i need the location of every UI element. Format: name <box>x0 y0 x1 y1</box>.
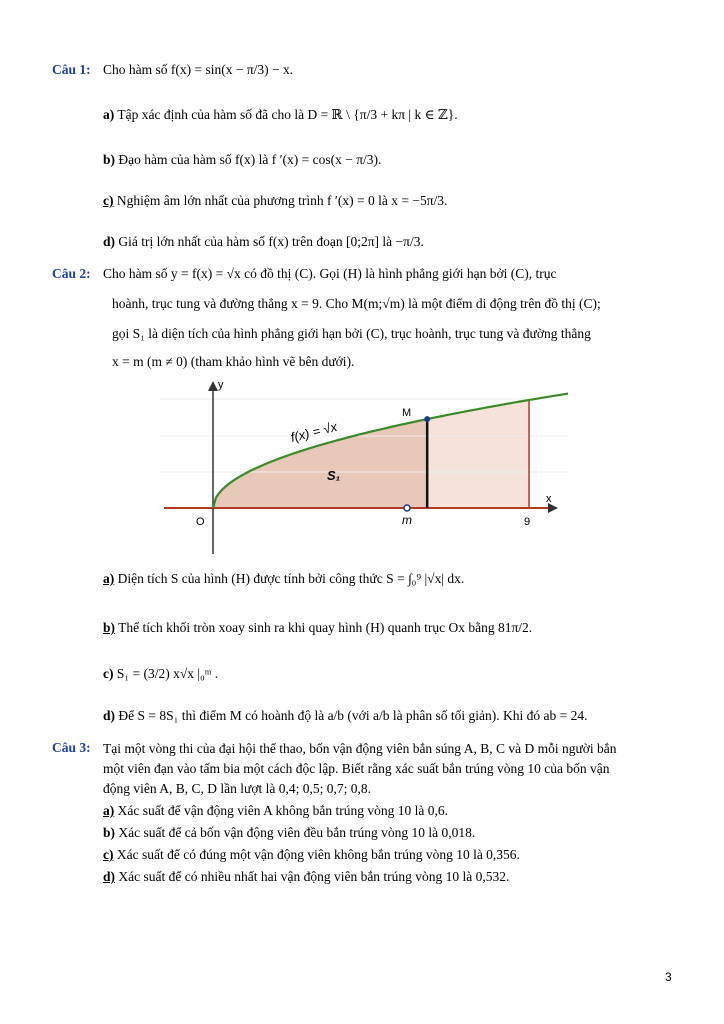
q1-c-text: Nghiệm âm lớn nhất của phương trình f ′(x) = 0 là x = −5π/3. <box>116 193 448 208</box>
M-label: M <box>402 407 412 419</box>
q2-option-c <box>103 666 218 682</box>
function-label: f(x) = √x <box>289 418 339 445</box>
s1-label: S₁ <box>327 468 341 483</box>
q1-d-text: Giá trị lớn nhất của hàm số f(x) trên đoạn [0;2π] là −π/3. <box>118 234 424 249</box>
q2-stem-line-1: Cho hàm số y = f(x) = √x có đồ thị (C). Gọi (H) là hình phẳng giới hạn bởi (C), trục <box>103 266 557 281</box>
q3-b-text: Xác suất để cả bốn vận động viên đều bắn trúng vòng 10 là 0,018. <box>118 825 476 840</box>
q3-option-b <box>103 823 475 843</box>
page-number: 3 <box>665 970 672 984</box>
q3-d-text: Xác suất để có nhiều nhất hai vận động viên bắn trúng vòng 10 là 0,532. <box>118 869 510 884</box>
q1-d-tag: d) <box>103 234 116 249</box>
q1-c-tag: c) <box>103 193 114 208</box>
q3-label: Câu 3: <box>52 740 91 755</box>
q2-a-text: Diện tích S của hình (H) được tính bởi công thức S = ∫₀⁹ |√x| dx. <box>117 571 465 586</box>
q1-stem: Cho hàm số f(x) = sin(x − π/3) − x. <box>103 62 294 77</box>
q2-stem-line-4: x = m (m ≠ 0) (tham khảo hình vẽ bên dưới). <box>112 354 355 369</box>
q3-a-tag: a) <box>103 803 115 818</box>
q2-a-tag: a) <box>103 571 115 586</box>
q1-a-text: Tập xác định của hàm số đã cho là D = ℝ \ {π/3 + kπ | k ∈ ℤ}. <box>117 107 458 122</box>
q2-d-text: Để S = 8S₁ thì điểm M có hoành độ là a/b (với a/b là phân số tối giản). Khi đó ab = 24. <box>118 708 588 723</box>
point-m <box>404 505 410 511</box>
q1-option-c <box>103 193 447 209</box>
sqrt-area-graph <box>160 376 568 556</box>
q3-stem-line-1: Tại một vòng thi của đại hội thể thao, bốn vận động viên bắn súng A, B, C và D mỗi người bắn <box>103 741 617 756</box>
q2-option-b <box>103 620 532 636</box>
q2-c-tag: c) <box>103 666 114 681</box>
y-axis-arrow <box>208 381 218 391</box>
y-label: y <box>218 379 224 391</box>
q3-option-a <box>103 801 448 821</box>
q1-option-d <box>103 234 424 250</box>
q2-option-d <box>103 708 588 724</box>
q2-stem-line-2: hoành, trục tung và đường thẳng x = 9. Cho M(m;√m) là một điểm di động trên đồ thị (C); <box>112 296 601 311</box>
q3-c-text: Xác suất để có đúng một vận động viên không bắn trúng vòng 10 là 0,356. <box>116 847 520 862</box>
q1-option-a <box>103 107 458 123</box>
q3-option-d <box>103 867 509 887</box>
q2-b-text: Thể tích khối tròn xoay sinh ra khi quay hình (H) quanh trục Ox bằng 81π/2. <box>118 620 533 635</box>
q3-c-tag: c) <box>103 847 114 862</box>
x-label: x <box>546 493 552 505</box>
q3-a-text: Xác suất để vận động viên A không bắn trúng vòng 10 là 0,6. <box>117 803 448 818</box>
q2-c-text: S₁ = (3/2) x√x |₀ᵐ . <box>116 666 219 681</box>
q3-stem-line-2: một viên đạn vào tấm bia một cách độc lập. Biết rằng xác suất bắn trúng vòng 10 của bốn vận <box>103 761 610 776</box>
q1-b-tag: b) <box>103 152 116 167</box>
q3-option-c <box>103 845 520 865</box>
point-M <box>424 416 430 422</box>
q1-option-b <box>103 152 381 168</box>
q3-b-tag: b) <box>103 825 116 840</box>
q2-stem-line-3: gọi S₁ là diện tích của hình phẳng giới hạn bởi (C), trục hoành, trục tung và đường thẳng <box>112 326 591 341</box>
q2-option-a <box>103 571 464 587</box>
m-label: m <box>402 513 412 527</box>
q1-label: Câu 1: <box>52 62 91 77</box>
q1-a-tag: a) <box>103 107 115 122</box>
q2-label: Câu 2: <box>52 266 91 281</box>
q1-b-text: Đạo hàm của hàm số f(x) là f ′(x) = cos(x − π/3). <box>118 152 382 167</box>
q2-d-tag: d) <box>103 708 116 723</box>
q3-d-tag: d) <box>103 869 116 884</box>
q2-b-tag: b) <box>103 620 116 635</box>
origin-label: O <box>196 516 205 528</box>
q3-stem-line-3: động viên A, B, C, D lần lượt là 0,4; 0,5; 0,7; 0,8. <box>103 781 371 796</box>
nine-label: 9 <box>524 516 531 528</box>
